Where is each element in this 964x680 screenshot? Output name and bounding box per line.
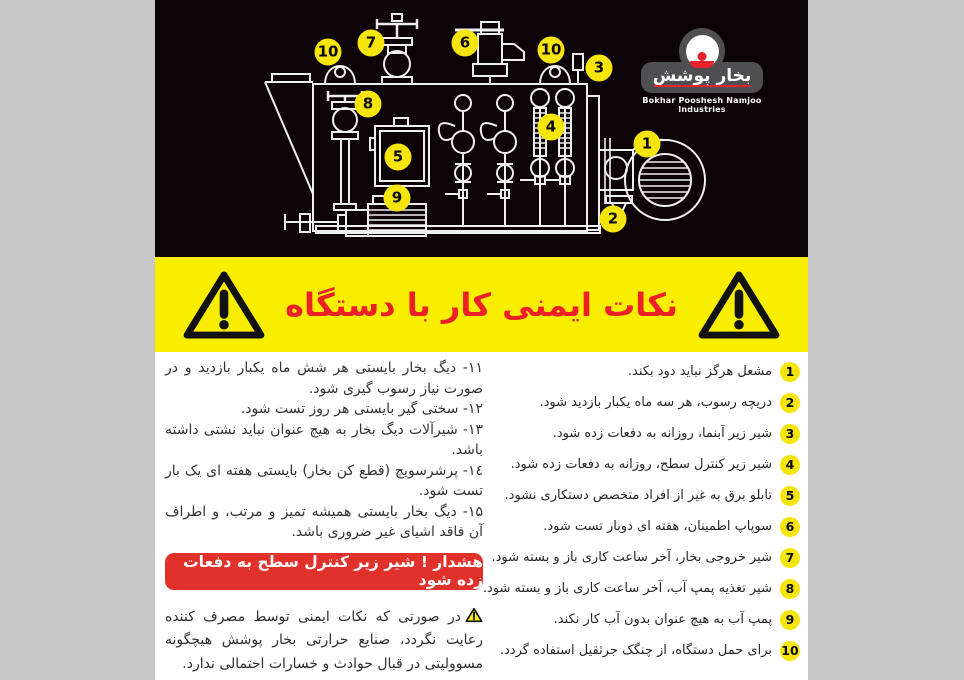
item-text: مشعل هرگز نباید دود بکند.	[627, 364, 772, 379]
item-number-badge: 6	[780, 517, 800, 537]
safety-item-8	[482, 573, 800, 604]
diagram-callout-5: 5	[385, 144, 412, 171]
logo-red-dot	[698, 52, 707, 61]
safety-item-4	[495, 449, 800, 480]
maintenance-note: ۱۳- شیرآلات دیگ بخار به هیچ عنوان نباید نشتی داشته باشد.	[165, 421, 483, 458]
item-number-badge: 10	[780, 641, 800, 661]
brand-logo	[641, 28, 763, 114]
content-area	[155, 352, 808, 680]
maintenance-notes	[165, 358, 483, 543]
maintenance-note: ۱۲- سختی گیر بایستی هر روز تست شود.	[240, 401, 483, 417]
item-text: تابلو برق به غیر از افراد متخصص دستکاری نشود.	[504, 488, 772, 503]
item-number-badge: 9	[780, 610, 800, 630]
safety-poster	[155, 0, 808, 680]
safety-item-9	[495, 604, 800, 635]
item-number-badge: 5	[780, 486, 800, 506]
safety-item-10	[495, 635, 800, 666]
item-number-badge: 1	[780, 362, 800, 382]
diagram-callout-1: 1	[634, 131, 661, 158]
item-number-badge: 8	[780, 579, 800, 599]
item-number-badge: 3	[780, 424, 800, 444]
page-title: نکات ایمنی کار با دستگاه	[285, 285, 678, 324]
title-banner	[155, 257, 808, 352]
diagram-callout-7: 7	[358, 30, 385, 57]
item-text: شیر تغذیه پمپ آب، آخر ساعت کاری باز و بسته شود.	[482, 581, 772, 596]
warning-triangle-small-icon	[465, 607, 483, 623]
logo-english-caption: Bokhar Pooshesh Namjoo Industries	[642, 96, 762, 114]
item-number-badge: 2	[780, 393, 800, 413]
item-text: سوپاپ اطمینان، هفته ای دوبار تست شود.	[543, 519, 772, 534]
maintenance-note: ۱۱- دیگ بخار بایستی هر شش ماه یکبار بازدید و در صورت نیاز رسوب گیری شود.	[165, 360, 483, 397]
safety-item-5	[495, 480, 800, 511]
item-number-badge: 4	[780, 455, 800, 475]
safety-item-6	[495, 511, 800, 542]
diagram-callout-6: 6	[452, 30, 479, 57]
item-text: شیر زیر کنترل سطح، روزانه به دفعات زده شود.	[510, 457, 772, 472]
item-text: برای حمل دستگاه، از چنگک جرثقیل استفاده گردد.	[499, 643, 772, 658]
safety-item-1	[495, 356, 800, 387]
item-text: شیر خروجی بخار، آخر ساعت کاری باز و بسته شود.	[491, 550, 772, 565]
diagram-callout-9: 9	[384, 185, 411, 212]
item-number-badge: 7	[780, 548, 800, 568]
disclaimer-paragraph	[165, 606, 483, 677]
maintenance-note: ١٤- پرشرسویچ (قطع کن بخار) بایستی هفته ای یک بار تست شود.	[165, 462, 483, 499]
safety-item-3	[495, 418, 800, 449]
diagram-panel	[155, 0, 808, 257]
warning-triangle-icon	[181, 267, 267, 343]
diagram-callout-10: 10	[315, 39, 342, 66]
item-text: پمپ آب به هیچ عنوان بدون آب کار نکند.	[553, 612, 772, 627]
item-text: دریچه رسوب، هر سه ماه یکبار بازدید شود.	[539, 395, 772, 410]
warning-triangle-icon	[696, 267, 782, 343]
item-text: شیر زیر آبنما، روزانه به دفعات زده شود.	[552, 426, 772, 441]
maintenance-notes-column	[165, 358, 483, 676]
diagram-callout-2: 2	[600, 206, 627, 233]
warning-box: هشدار ! شیر زیر کنترل سطح به دفعات زده شود	[165, 553, 483, 590]
logo-plate	[641, 62, 763, 93]
maintenance-note: ۱۵- دیگ بخار بایستی همیشه تمیز و مرتب، و اطراف آن فاقد اشیای غیر ضروری باشد.	[165, 503, 483, 540]
safety-item-7	[491, 542, 800, 573]
diagram-callout-8: 8	[355, 91, 382, 118]
diagram-callout-4: 4	[538, 114, 565, 141]
disclaimer-text: در صورتی که نکات ایمنی توسط مصرف کننده رعایت نگردد، صنایع حرارتی بخار پوشش هیچگونه مسوولیتی در قبال حوادث و خسارات احتمالی ندارد.	[165, 608, 483, 672]
diagram-callout-10: 10	[538, 37, 565, 64]
logo-persian-wordmark: بخار پوشش	[652, 66, 752, 86]
diagram-callout-3: 3	[586, 55, 613, 82]
safety-item-2	[495, 387, 800, 418]
numbered-safety-list	[482, 356, 800, 666]
